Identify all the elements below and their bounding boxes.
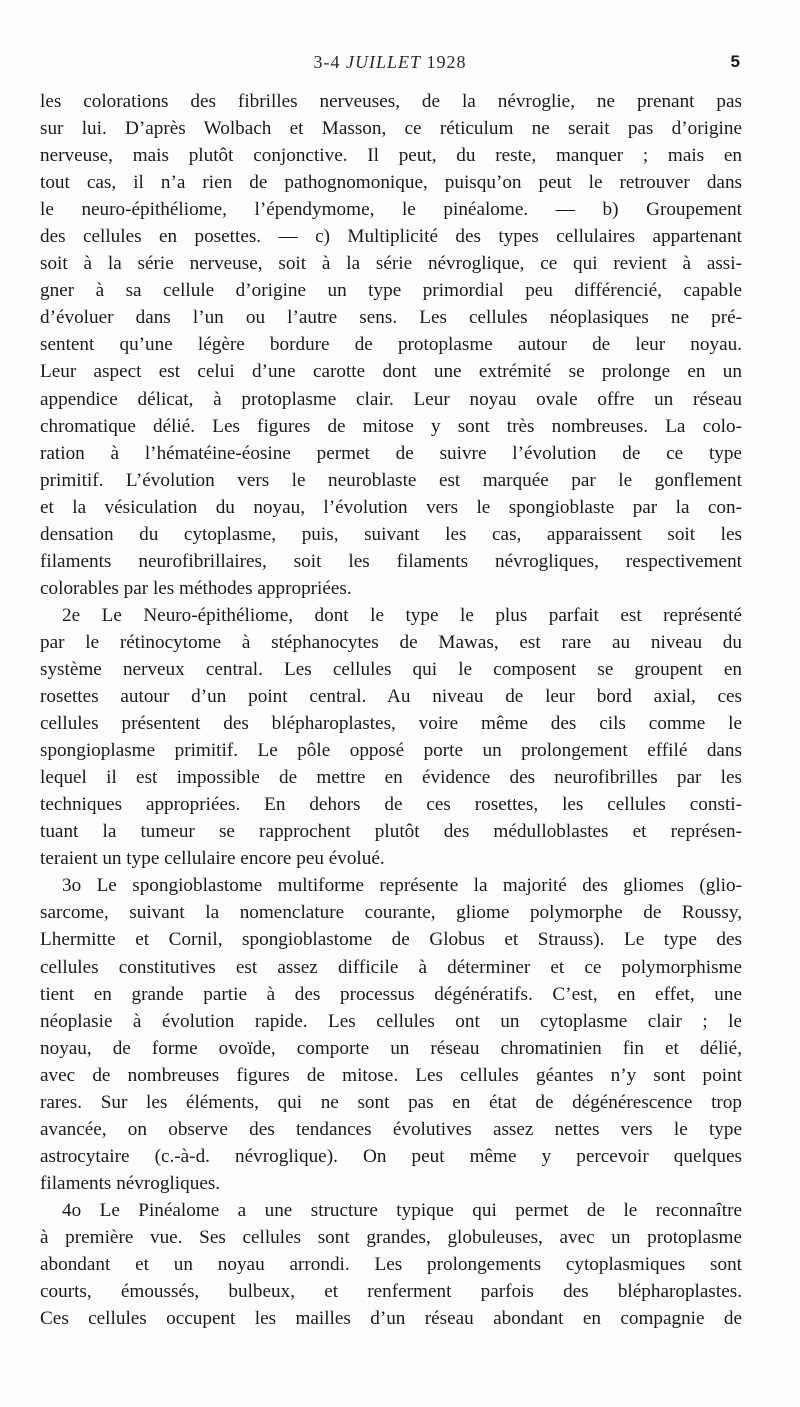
text-line: gner à sa cellule d’origine un type primordial peu différencié, capable [40,280,742,302]
text-line: système nerveux central. Les cellules qui le composent se groupent en [40,658,742,680]
text-line: à première vue. Ses cellules sont grandes, globuleuses, avec un protoplasme [40,1226,742,1248]
body-text [40,88,742,1332]
text-line: filaments névrogliques. [40,1172,221,1194]
text-line: d’évoluer dans l’un ou l’autre sens. Les cellules néoplasiques ne pré- [40,307,742,329]
text-line: par le rétinocytome à stéphanocytes de Mawas, est rare au niveau du [40,631,742,653]
text-line: 4o Le Pinéalome a une structure typique qui permet de le reconnaître [62,1199,742,1221]
text-line: les colorations des fibrilles nerveuses, de la névroglie, ne prenant pas [40,91,742,112]
text-line: teraient un type cellulaire encore peu évolué. [40,848,385,870]
text-line: tuant la tumeur se rapprochent plutôt des médulloblastes et représen- [40,821,742,843]
text-line: colorables par les méthodes appropriées. [40,577,352,599]
text-line: 2e Le Neuro-épithéliome, dont le type le plus parfait est représenté [62,604,742,626]
text-line: avancée, on observe des tendances évolutives assez nettes vers le type [40,1118,742,1140]
text-line: Ces cellules occupent les mailles d’un réseau abondant en compagnie de [40,1308,742,1330]
text-line: rares. Sur les éléments, qui ne sont pas en état de dégénérescence trop [40,1091,742,1113]
running-head-date: 3-4 [313,52,341,72]
text-line: cellules constitutives est assez difficile à déterminer et ce polymorphisme [40,956,742,978]
text-line: nerveuse, mais plutôt conjonctive. Il peut, du reste, manquer ; mais en [40,145,742,167]
text-line: astrocytaire (c.-à-d. névroglique). On peut même y percevoir quelques [40,1145,742,1167]
text-line: sentent qu’une légère bordure de protoplasme autour de leur noyau. [40,334,742,356]
text-line: Leur aspect est celui d’une carotte dont une extrémité se prolonge en un [40,361,742,383]
text-line: spongioplasme primitif. Le pôle opposé porte un prolongement effilé dans [40,740,742,762]
running-head-year: 1928 [426,52,467,72]
text-line: cellules présentent des blépharoplastes, voire même des cils comme le [40,713,742,735]
text-line: ration à l’hématéine-éosine permet de suivre l’évolution de ce type [40,442,742,464]
page-header [40,52,740,76]
text-line: avec de nombreuses figures de mitose. Les cellules géantes n’y sont point [40,1064,742,1086]
text-line: courts, émoussés, bulbeux, et renferment parfois des blépharoplastes. [40,1281,742,1303]
text-line: appendice délicat, à protoplasme clair. Leur noyau ovale offre un réseau [40,388,742,410]
text-line: densation du cytoplasme, puis, suivant les cas, apparaissent soit les [40,523,742,545]
text-line: 3o Le spongioblastome multiforme représente la majorité des gliomes (glio- [62,875,742,897]
text-line: sur lui. D’après Wolbach et Masson, ce réticulum ne serait pas d’origine [40,118,742,140]
text-line: tout cas, il n’a rien de pathognomonique, puisqu’on peut le retrouver dans [40,172,742,194]
text-line: primitif. L’évolution vers le neuroblaste est marquée par le gonflement [40,469,742,491]
text-line: sarcome, suivant la nomenclature courante, gliome polymorphe de Roussy, [40,902,742,924]
text-line: noyau, de forme ovoïde, comporte un réseau chromatinien fin et délié, [40,1037,742,1059]
running-head-month: JUILLET [345,52,421,72]
text-line: lequel il est impossible de mettre en évidence des neurofibrilles par les [40,767,742,789]
text-line: néoplasie à évolution rapide. Les cellules ont un cytoplasme clair ; le [40,1010,742,1032]
text-line: chromatique délié. Les figures de mitose y sont très nombreuses. La colo- [40,415,742,437]
page-number: 5 [730,52,740,71]
text-line: soit à la série nerveuse, soit à la série névroglique, ce qui revient à assi- [40,253,742,275]
text-line: Lhermitte et Cornil, spongioblastome de Globus et Strauss). Le type des [40,929,742,951]
text-line: et la vésiculation du noyau, l’évolution vers le spongioblaste par la con- [40,496,742,518]
text-line: rosettes autour d’un point central. Au niveau de leur bord axial, ces [40,686,742,708]
text-line: filaments neurofibrillaires, soit les filaments névrogliques, respectivement [40,550,742,572]
text-line: des cellules en posettes. — c) Multiplicité des types cellulaires appartenant [40,226,742,248]
text-line: le neuro-épithéliome, l’épendymome, le pinéalome. — b) Groupement [40,199,742,221]
text-line: tient en grande partie à des processus dégénératifs. C’est, en effet, une [40,983,742,1005]
text-line: techniques appropriées. En dehors de ces rosettes, les cellules consti- [40,794,742,816]
running-head [40,52,740,73]
text-line: abondant et un noyau arrondi. Les prolongements cytoplasmiques sont [40,1254,742,1276]
